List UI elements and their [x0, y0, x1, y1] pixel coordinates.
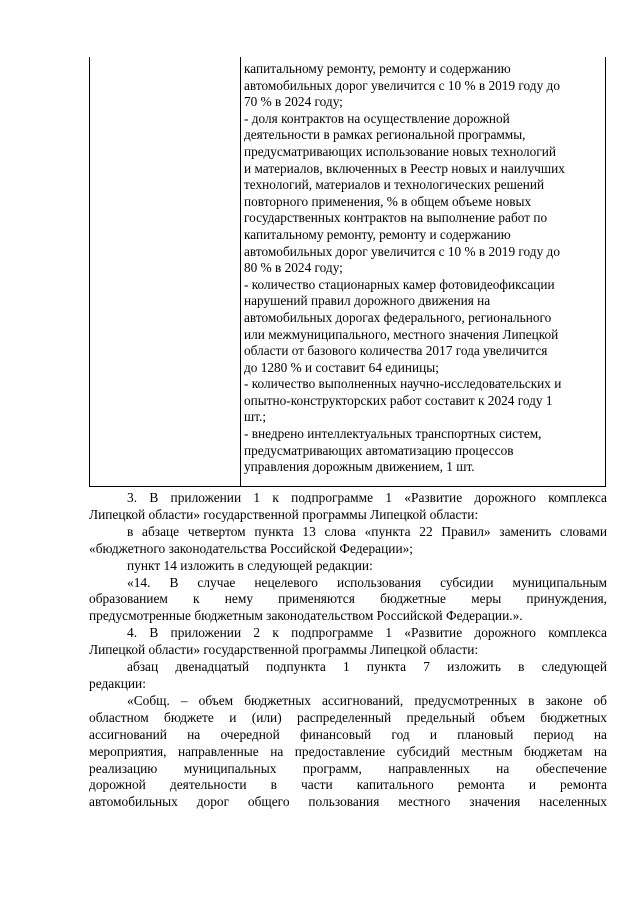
table-continuation — [89, 57, 606, 487]
sobsh-line: ассигнований на очередной финансовый год и плановый период на — [89, 726, 607, 742]
cell-line: деятельности в рамках региональной программы, — [244, 127, 526, 143]
item-14-line: предусмотренные бюджетным законодательством Российской Федерации.». — [89, 608, 523, 624]
cell-line: до 1280 % и составит 64 единицы; — [244, 359, 439, 375]
abzac-4-line: в абзаце четвертом пункта 13 слова «пункта 22 Правил» заменить словами — [127, 523, 607, 539]
abzac-12-line: абзац двенадцатый подпункта 1 пункта 7 изложить в следующей — [127, 659, 607, 675]
cell-line: - количество стационарных камер фотовидеофиксации — [244, 276, 555, 292]
sobsh-line: «Собщ. – объем бюджетных ассигнований, предусмотренных в законе об — [127, 692, 607, 708]
abzac-12-line: редакции: — [89, 675, 146, 691]
document-body — [89, 490, 607, 811]
item-14-line: образованием к нему применяются бюджетные меры принуждения, — [89, 591, 607, 607]
cell-line: автомобильных дорог увеличится с 10 % в 2019 году до — [244, 77, 560, 93]
cell-line: - внедрено интеллектуальных транспортных систем, — [244, 426, 542, 442]
sobsh-line: мероприятия, направленные на предоставление субсидий местным бюджетам на — [89, 743, 607, 759]
cell-line: автомобильных дорогах федерального, регионального — [244, 309, 552, 325]
cell-line: 80 % в 2024 году; — [244, 260, 343, 276]
cell-line: нарушений правил дорожного движения на — [244, 293, 491, 309]
item-3-line: 3. В приложении 1 к подпрограмме 1 «Развитие дорожного комплекса — [127, 490, 607, 505]
sobsh-line: областном бюджете и (или) распределенный предельный объем бюджетных — [89, 709, 607, 725]
cell-line: - доля контрактов на осуществление дорожной — [244, 110, 510, 126]
cell-line: повторного применения, % в общем объеме новых — [244, 193, 532, 209]
cell-line: области от базового количества 2017 года увеличится — [244, 343, 548, 359]
table-column-divider — [240, 57, 241, 486]
cell-line: автомобильных дорог увеличится с 10 % в 2019 году до — [244, 243, 560, 259]
sobsh-line: дорожной деятельности в части капитального ремонта и ремонта — [89, 777, 607, 793]
cell-line: управления дорожным движением, 1 шт. — [244, 459, 475, 475]
cell-line: капитальному ремонту, ремонту и содержанию — [244, 226, 511, 242]
abzac-4-line: «бюджетного законодательства Российской Федерации»; — [89, 540, 414, 556]
cell-line: и материалов, включенных в Реестр новых и наилучших — [244, 160, 565, 176]
item-14-intro: пункт 14 изложить в следующей редакции: — [127, 557, 373, 573]
cell-line: предусматривающих автоматизацию процессов — [244, 442, 514, 458]
table-right-cell — [244, 61, 602, 476]
sobsh-line: реализацию муниципальных программ, направленных на обеспечение — [89, 760, 607, 776]
cell-line: технологий, материалов и технологических решений — [244, 177, 545, 193]
item-4-line: Липецкой области» государственной программы Липецкой области: — [89, 642, 479, 658]
cell-line: шт.; — [244, 409, 267, 425]
cell-line: предусматривающих использование новых технологий — [244, 143, 556, 159]
cell-line: государственных контрактов на выполнение работ по — [244, 210, 548, 226]
cell-line: 70 % в 2024 году; — [244, 94, 343, 110]
item-14-line: «14. В случае нецелевого использования субсидии муниципальным — [127, 574, 607, 590]
cell-line: опытно-конструкторских работ составит к 2024 году 1 — [244, 392, 553, 408]
cell-line: капитальному ремонту, ремонту и содержанию — [244, 61, 511, 76]
item-4-line: 4. В приложении 2 к подпрограмме 1 «Развитие дорожного комплекса — [127, 625, 607, 641]
sobsh-line: автомобильных дорог общего пользования местного значения населенных — [89, 794, 607, 810]
cell-line: или межмуниципального, местного значения Липецкой — [244, 326, 559, 342]
table-left-cell — [90, 57, 240, 486]
cell-line: - количество выполненных научно-исследовательских и — [244, 376, 562, 392]
item-3-line: Липецкой области» государственной программы Липецкой области: — [89, 506, 479, 522]
